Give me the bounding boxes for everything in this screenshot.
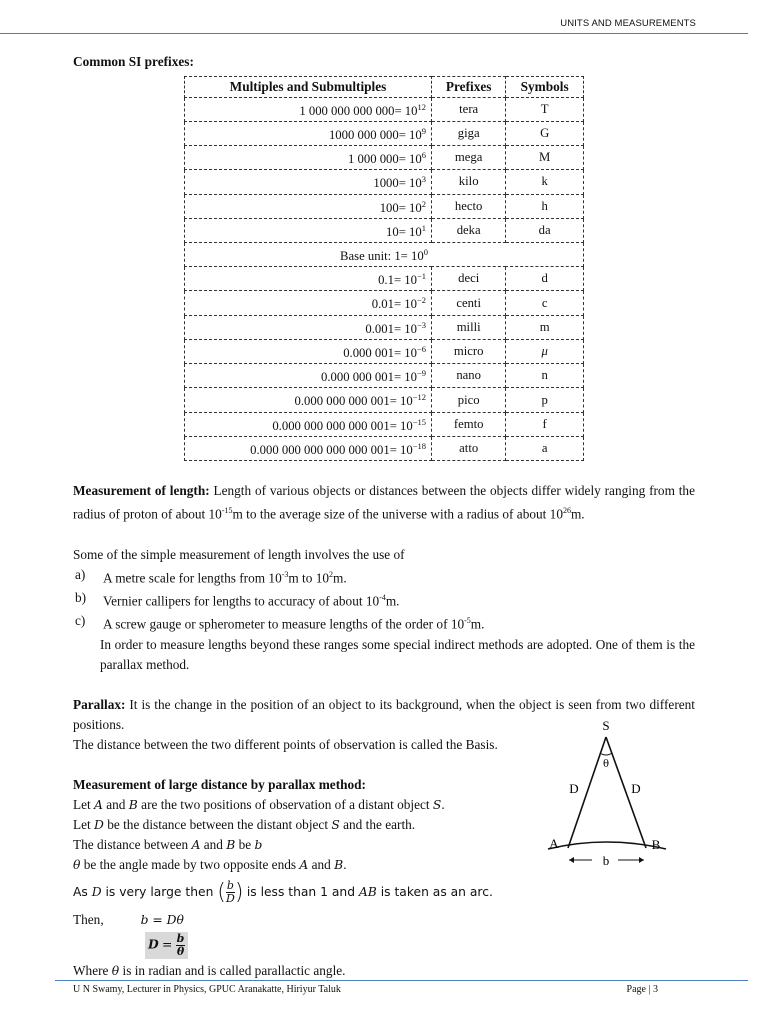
table-row [185, 436, 584, 460]
multiple-cell: 0.000 000 000 000 000 $001= 10^{-18}$ [185, 436, 432, 460]
then-line: Then, b = Dθ [73, 911, 184, 927]
col-header: Symbols [506, 77, 584, 98]
instrument-list [73, 565, 695, 635]
label-b-base: b [602, 853, 610, 868]
line-3: The distance between A and B be b [73, 836, 263, 852]
prefix-cell: micro [432, 339, 506, 363]
table-row [185, 388, 584, 412]
symbol-cell: G [506, 121, 584, 145]
multiple-cell: $0.01= 10^{-2}$ [185, 291, 432, 315]
table-row [185, 339, 584, 363]
label-d-left: D [569, 781, 579, 796]
prefix-cell: deka [432, 218, 506, 242]
footer-page: Page | 3 [626, 984, 658, 995]
prefix-cell: giga [432, 121, 506, 145]
length-intro: Some of the simple measurement of length involves the use of [73, 546, 405, 562]
multiple-cell: $0.001= 10^{-3}$ [185, 315, 432, 339]
label-s: S [602, 718, 610, 733]
angle-arc [600, 753, 612, 755]
table-row [185, 194, 584, 218]
list-item: a) A metre scale for lengths from $10^{-3}m$ to $10^2m$. [75, 566, 347, 585]
header-rule [0, 33, 748, 34]
line-4: θ be the angle made by two opposite ends A and B. [73, 856, 347, 872]
symbol-cell: a [506, 436, 584, 460]
symbol-cell: d [506, 267, 584, 291]
symbol-cell: M [506, 146, 584, 170]
symbol-cell: k [506, 170, 584, 194]
multiple-cell: 0.000 000 000 000 $001= 10^{-15}$ [185, 412, 432, 436]
line-2: Let D be the distance between the distant object S and the earth. [73, 816, 416, 832]
multiple-cell: 1 000 000 000 $000= 10^{12}$ [185, 97, 432, 121]
multiple-cell: $10= 10^1$ [185, 218, 432, 242]
footer-rule [55, 980, 748, 981]
symbol-cell: da [506, 218, 584, 242]
where-line: Where θ is in radian and is called parallactic angle. [73, 962, 346, 978]
prefix-cell: tera [432, 97, 506, 121]
prefix-cell: milli [432, 315, 506, 339]
table-row [185, 121, 584, 145]
arc-ab [548, 842, 666, 849]
list-item: b) Vernier callipers for lengths to accuracy of about $10^{-4}m$. [75, 589, 400, 609]
prefix-cell: atto [432, 436, 506, 460]
table-row [185, 97, 584, 121]
table-row [185, 364, 584, 388]
prefix-cell: deci [432, 267, 506, 291]
symbol-cell: f [506, 412, 584, 436]
multiple-cell: $1000= 10^3$ [185, 170, 432, 194]
basis-definition: The distance between the two different points of observation is called the Basis. [73, 736, 498, 752]
multiple-cell: 0.000 000 $001= 10^{-9}$ [185, 364, 432, 388]
parallax-diagram [540, 715, 670, 870]
si-heading: Common SI prefixes: [73, 54, 194, 69]
prefix-cell: nano [432, 364, 506, 388]
label-a: A [549, 836, 559, 851]
line-1: Let A and B are the two positions of observation of a distant object S. [73, 796, 445, 812]
prefix-cell: kilo [432, 170, 506, 194]
prefix-cell: centi [432, 291, 506, 315]
col-header: Prefixes [432, 77, 506, 98]
formula: D = $\frac{b}{\theta}$ [73, 930, 513, 961]
length-paragraph: Measurement of length: Length of various objects or distances between the objects differ widely ranging from the radius of proton of about $10^{-15}m$ to the average size of the universe with a radius of about $10^{26}m$. [73, 483, 695, 522]
multiple-cell: 1000 000 $000= 10^9$ [185, 121, 432, 145]
footer-author: U N Swamy, Lecturer in Physics, GPUC Aranakatte, Hiriyur Taluk [73, 984, 341, 995]
symbol-cell: h [506, 194, 584, 218]
list-item: c) A screw gauge or spherometer to measure lengths of the order of $10^{-5}m$. [75, 613, 485, 632]
symbol-cell: μ [506, 339, 584, 363]
running-header: UNITS AND MEASUREMENTS [560, 18, 696, 29]
arrowhead-right [639, 857, 644, 863]
table-row [185, 315, 584, 339]
parallax-note: In order to measure lengths beyond these ranges some special indirect methods are adopted. One of them is the parallax method. [100, 636, 695, 672]
b-over-d: $\frac{b}{D}$ [225, 879, 235, 906]
symbol-cell: T [506, 97, 584, 121]
prefix-cell: femto [432, 412, 506, 436]
arrowhead-left [569, 857, 574, 863]
multiple-cell: 0.000 $001= 10^{-6}$ [185, 339, 432, 363]
multiple-cell: 0.000 000 000 $001= 10^{-12}$ [185, 388, 432, 412]
table-row [185, 267, 584, 291]
symbol-cell: c [506, 291, 584, 315]
prefix-cell: hecto [432, 194, 506, 218]
table-row [185, 412, 584, 436]
symbol-cell: p [506, 388, 584, 412]
multiple-cell: 1 000 $000= 10^6$ [185, 146, 432, 170]
multiple-cell: $0.1= 10^{-1}$ [185, 267, 432, 291]
prefix-cell: pico [432, 388, 506, 412]
table-row [185, 218, 584, 242]
large-distance-section [73, 775, 513, 981]
symbol-cell: n [506, 364, 584, 388]
parallax-definition: Parallax: It is the change in the position of an object to its background, when the object is seen from two different positions. [73, 696, 695, 732]
large-heading: Measurement of large distance by parallax method: [73, 776, 366, 792]
prefix-cell: mega [432, 146, 506, 170]
base-unit-cell: Base unit: $1= 10^0$ [185, 243, 584, 267]
table-header-row [185, 77, 584, 98]
label-b-point: B [651, 837, 661, 852]
table-row [185, 170, 584, 194]
base-unit-row [185, 243, 584, 267]
label-d-right: D [631, 781, 641, 796]
label-theta: θ [602, 759, 610, 770]
line-5: As D is very large then ( $\frac{b}{D}$ ) is less than 1 and AB is taken as an arc. [73, 879, 493, 906]
multiple-cell: $100= 10^2$ [185, 194, 432, 218]
symbol-cell: m [506, 315, 584, 339]
col-header: Multiples and Submultiples [185, 77, 432, 98]
table-row [185, 291, 584, 315]
si-prefix-table [184, 76, 584, 461]
table-row [185, 146, 584, 170]
